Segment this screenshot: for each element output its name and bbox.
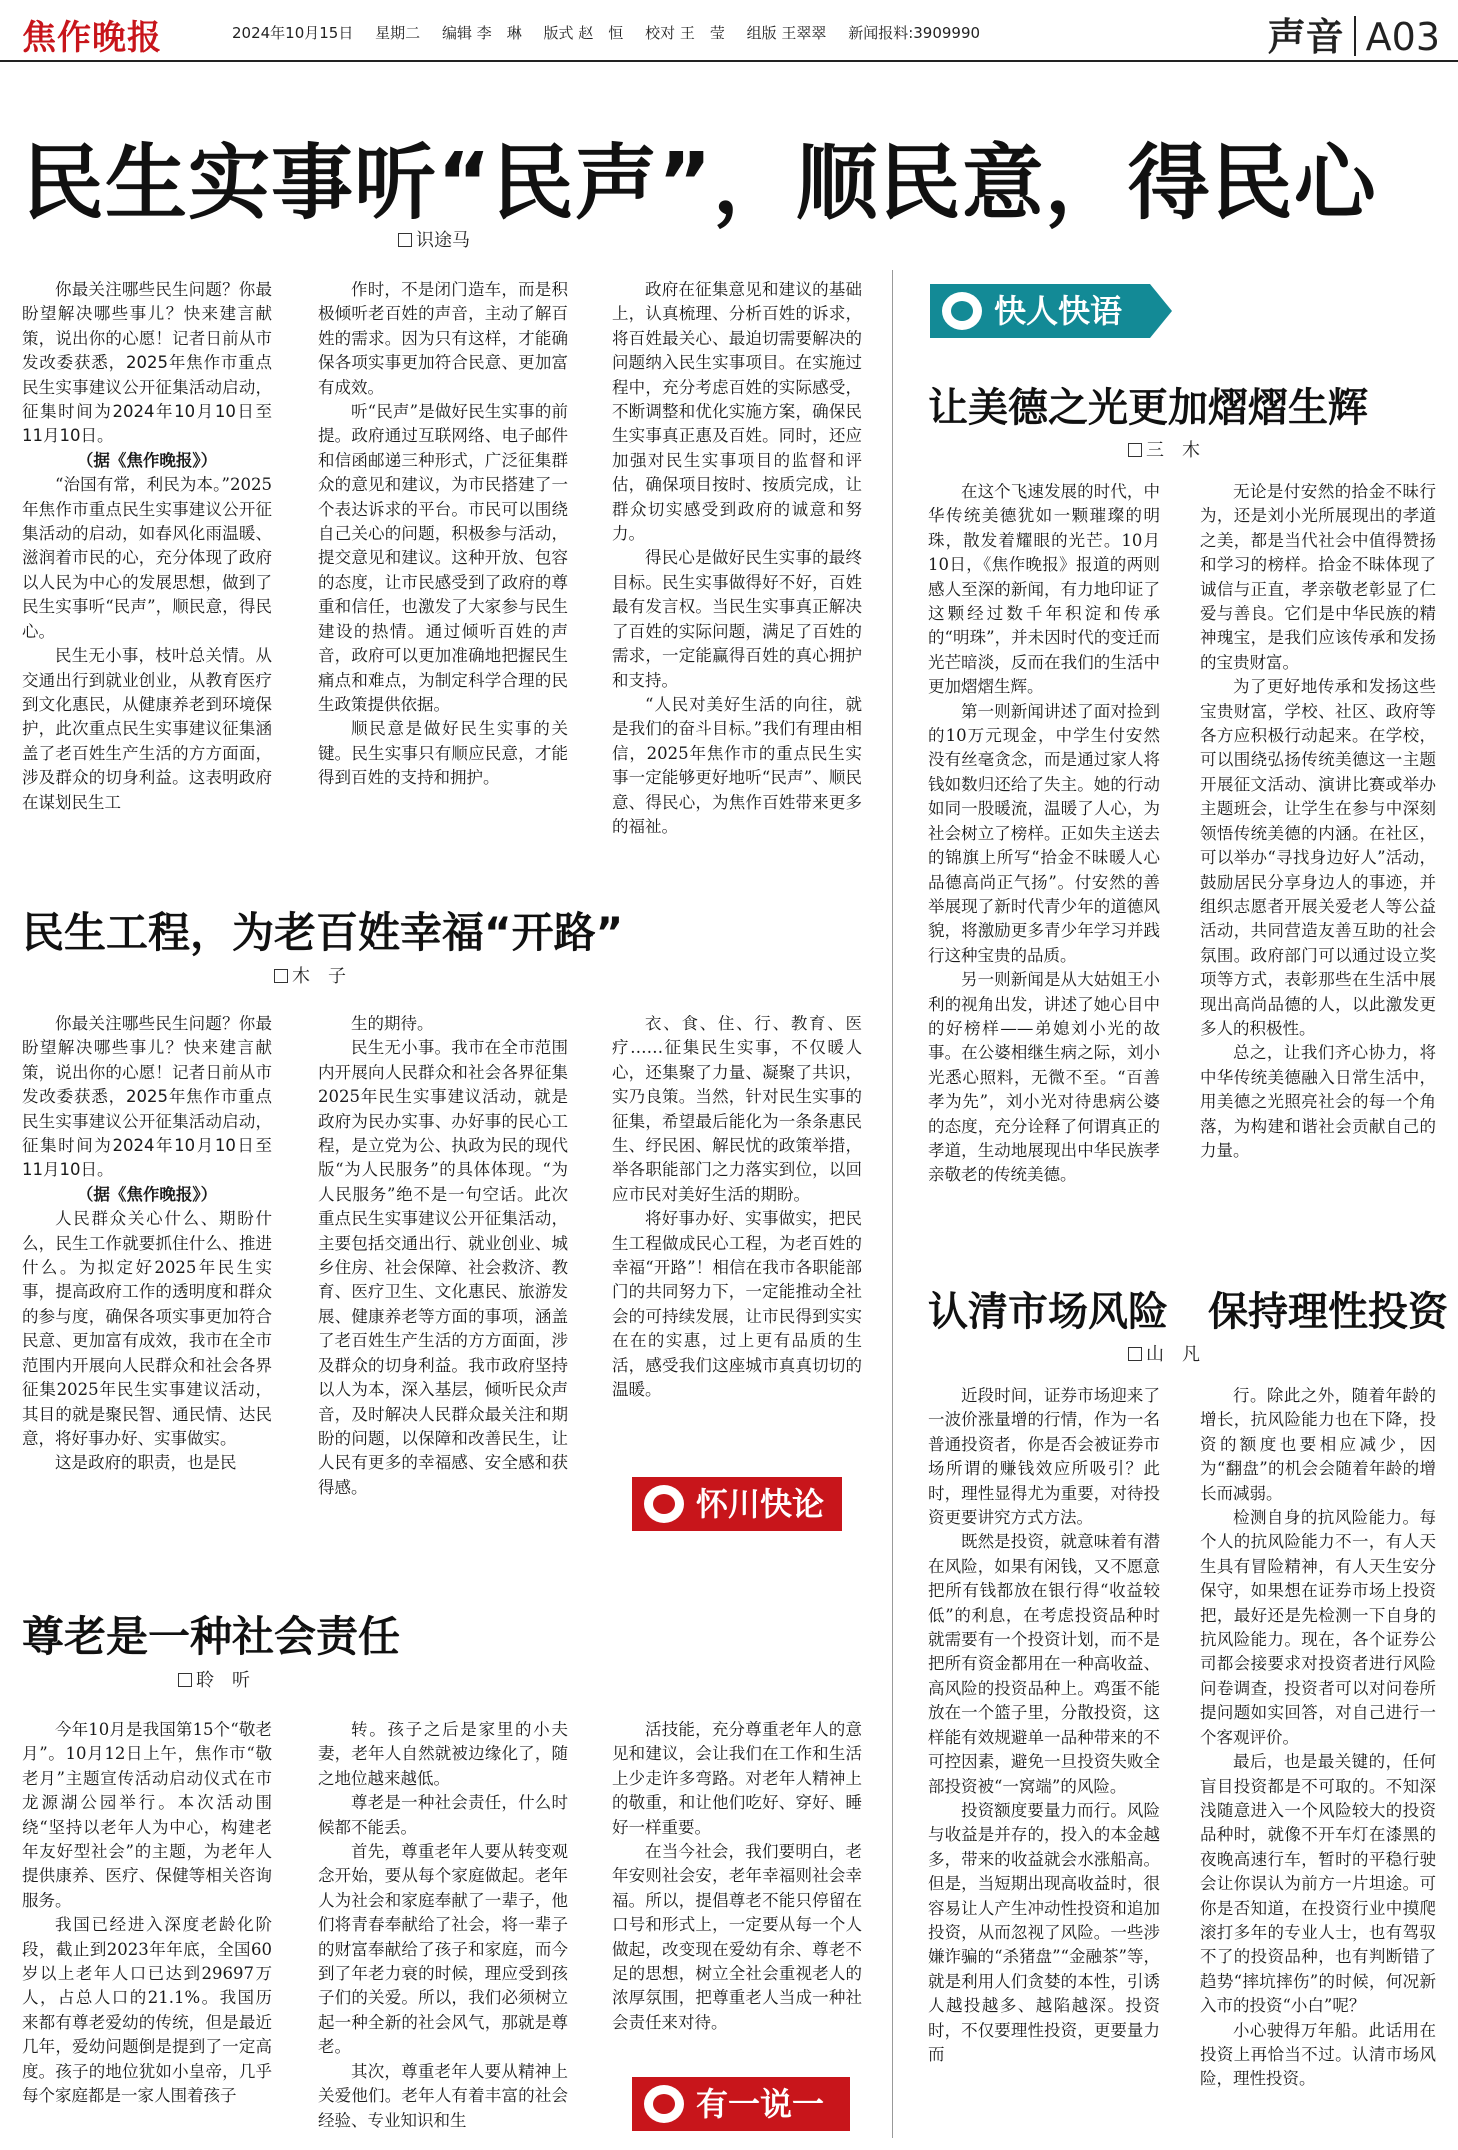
article4-col-1	[928, 480, 1177, 1240]
article2-byline-text: 木 子	[292, 966, 346, 987]
kuairen-banner	[930, 284, 1150, 338]
body-paragraph: 听“民声”是做好民生实事的前提。政府通过互联网络、电子邮件和信函邮递三种形式，广泛征集群众的意见和建议，为市民搭建了一个表达诉求的平台。市民可以围绕自己关心的问题，积极参与活动，提交意见和建议。这种开放、包容的态度，让市民感受到了政府的尊重和信任，也激发了大家参与民生建设的热情。通过倾听百姓的声音，政府可以更加准确地把握民生痛点和难点，为制定科学合理的民生政策提供依据。	[318, 402, 568, 714]
byline-box-icon	[1128, 1347, 1142, 1361]
group-credit: 组版 王翠翠	[746, 24, 827, 42]
article2-byline	[274, 962, 346, 988]
source-credit: （据《焦作晚报》）	[76, 450, 218, 470]
article2-col-3	[612, 1012, 862, 1432]
body-paragraph: 行。除此之外，随着年龄的增长，抗风险能力也在下降，投资的额度也要相应减少，因为“翻盘”的机会会随着年龄的增长而减弱。	[1200, 1386, 1436, 1503]
body-paragraph: 生的期待。	[351, 1014, 434, 1033]
huaichuan-banner	[632, 1477, 842, 1531]
banner-tip	[1150, 284, 1172, 338]
section-divider	[1354, 16, 1356, 56]
page-number: A03	[1365, 15, 1440, 59]
article3-col-1	[22, 1718, 272, 2138]
article3-title: 尊老是一种社会责任	[22, 1612, 401, 1661]
article3-byline	[178, 1666, 250, 1692]
article2-col-2	[318, 1012, 568, 1572]
youyishuo-label: 有一说一	[696, 2085, 825, 2123]
body-paragraph: 小心驶得万年船。此话用在投资上再恰当不过。认清市场风险，理性投资。	[1200, 2020, 1436, 2089]
body-paragraph: 人民群众关心什么、期盼什么，民生工作就要抓住什么、推进什么。为拟定好2025年民生实事，提高政府工作的透明度和群众的参与度，确保各项实事更加符合民意、更加富有成效，我市在全市范围内开展向人民群众和社会各界征集2025年民生实事建议活动，其目的就是聚民智、通民情、达民意，将好事办好、实事做实。	[22, 1209, 272, 1448]
lead-paragraph: 你最关注哪些民生问题？你最盼望解决哪些事儿？快来建言献策，说出你的心愿！记者日前从市发改委获悉，2025年焦作市重点民生实事建议公开征集活动启动，征集时间为2024年10月10日至11月10日。	[22, 280, 272, 446]
speech-icon	[644, 2085, 684, 2123]
body-paragraph: 在当今社会，我们要明白，老年安则社会安，老年幸福则社会幸福。所以，提倡尊老不能只停留在口号和形式上，一定要从每一个人做起，改变现在爱幼有余、尊老不足的思想，树立全社会重视老人的浓厚氛围，把尊重老人当成一种社会责任来对待。	[612, 1842, 862, 2032]
body-paragraph: 为了更好地传承和发扬这些宝贵财富，学校、社区、政府等各方应积极行动起来。在学校，可以围绕弘扬传统美德这一主题开展征文活动、演讲比赛或举办主题班会，让学生在参与中深刻领悟传统美德的内涵。在社区，可以举办“寻找身边好人”活动，鼓励居民分享身边人的事迹，并组织志愿者开展关爱老人等公益活动，共同营造友善互助的社会氛围。政府部门可以通过设立奖项等方式，表彰那些在生活中展现出高尚品德的人，以此激发更多人的积极性。	[1200, 677, 1436, 1038]
body-paragraph: 最后，也是最关键的，任何盲目投资都是不可取的。不知深浅随意进入一个风险较大的投资品种时，就像不开车灯在漆黑的夜晚高速行车，暂时的平稳行驶会让你误认为前方一片坦途。可你是否知道，在投资行业中摸爬滚打多年的专业人士，也有驾驭不了的投资品种，也有判断错了趋势“摔坑摔伤”的时候，何况新入市的投资“小白”呢？	[1200, 1752, 1436, 2016]
body-paragraph: 投资额度要量力而行。风险与收益是并存的，投入的本金越多，带来的收益就会水涨船高。但是，当短期出现高收益时，很容易让人产生冲动性投资和追加投资，从而忽视了风险。一些涉嫌诈骗的“杀猪盘”“金融茶”等，就是利用人们贪婪的本性，引诱人越投越多、越陷越深。投资时，不仅要理性投资，更要量力而	[928, 1800, 1160, 2064]
body-paragraph: 民生无小事。我市在全市范围内开展向人民群众和社会各界征集2025年民生实事建议活动，就是政府为民办实事、办好事的民心工程，是立党为公、执政为民的现代版“为人民服务”的具体体现。“为人民服务”绝不是一句空话。此次重点民生实事建议公开征集活动，主要包括交通出行、就业创业、城乡住房、社会保障、社会救济、教育、医疗卫生、文化惠民、旅游发展、健康养老等方面的事项，涵盖了老百姓生产生活的方方面面，涉及群众的切身利益。我市政府坚持以人为本，深入基层，倾听民众声音，及时解决人民群众最关注和期盼的问题，以保障和改善民生，让人民有更多的幸福感、安全感和获得感。	[318, 1038, 568, 1497]
body-paragraph: 将好事办好、实事做实，把民生工程做成民心工程，为老百姓的幸福“开路”！相信在我市各职能部门的共同努力下，一定能推动全社会的可持续发展，让市民得到实实在在的实惠，过上更有品质的生活，感受我们这座城市真真切切的温暖。	[612, 1209, 862, 1400]
article5-title: 认清市场风险 保持理性投资	[928, 1289, 1448, 1335]
youyishuo-banner	[632, 2077, 850, 2131]
body-paragraph: 第一则新闻讲述了面对捡到的10万元现金，中学生付安然没有丝毫贪念，而是通过家人将钱如数归还给了失主。她的行动如同一股暖流，温暖了人心，为社会树立了榜样。正如失主送去的锦旗上所写“拾金不昧暖人心 品德高尚正气扬”。付安然的善举展现了新时代青少年的道德风貌，将激励更多青少年学习并践行这种宝贵的品质。	[928, 701, 1177, 965]
article2-col-1	[22, 1012, 272, 1572]
article3-col-2	[318, 1718, 568, 2138]
megaphone-icon	[942, 292, 982, 330]
body-paragraph: 总之，让我们齐心协力，将中华传统美德融入日常生活中，用美德之光照亮社会的每一个角落，为构建和谐社会贡献自己的力量。	[1200, 1043, 1436, 1160]
body-paragraph: 活技能，充分尊重老年人的意见和建议，会让我们在工作和生活上少走许多弯路。对老年人精神上的敬重，和让他们吃好、穿好、睡好一样重要。	[612, 1720, 862, 1837]
source-credit: （据《焦作晚报》）	[76, 1184, 218, 1204]
byline-box-icon	[398, 233, 412, 247]
body-paragraph: 检测自身的抗风险能力。每个人的抗风险能力不一，有人天生具有冒险精神，有人天生安分保守，如果想在证券市场上投资把，最好还是先检测一下自身的抗风险能力。现在，各个证券公司都会接要求对投资者进行风险问卷调查，投资者可以对问卷所提问题如实回答，对自己进行一个客观评价。	[1200, 1508, 1436, 1747]
body-paragraph: 其次，尊重老年人要从精神上关爱他们。老年人有着丰富的社会经验、专业知识和生	[318, 2061, 568, 2130]
article5-byline	[1128, 1340, 1200, 1366]
editor-credit: 编辑 李 琳	[441, 24, 522, 42]
main-col-1	[22, 278, 272, 838]
lead-paragraph: 你最关注哪些民生问题？你最盼望解决哪些事儿？快来建言献策，说出你的心愿！记者日前从市发改委获悉，2025年焦作市重点民生实事建议公开征集活动启动，征集时间为2024年10月10日至11月10日。	[22, 1014, 272, 1180]
proof-credit: 校对 王 莹	[645, 24, 725, 42]
body-paragraph: 首先，尊重老年人要从转变观念开始，要从每个家庭做起。老年人为社会和家庭奉献了一辈子，他们将青春奉献给了社会，将一辈子的财富奉献给了孩子和家庭，而今到了年老力衰的时候，理应受到孩子们的关爱。所以，我们必须树立起一种全新的社会风气，那就是尊老。	[318, 1842, 568, 2057]
article4-byline-text: 三 木	[1146, 440, 1200, 461]
news-hotline: 新闻报料:3909990	[848, 24, 981, 42]
huaichuan-label: 怀川快论	[696, 1485, 825, 1523]
masthead	[0, 0, 1458, 62]
body-paragraph: 得民心是做好民生实事的最终目标。民生实事做得好不好，百姓最有发言权。当民生实事真正解决了百姓的实际问题，满足了百姓的需求，一定能赢得百姓的真心拥护和支持。	[612, 548, 862, 690]
article2-title: 民生工程，为老百姓幸福“开路”	[22, 908, 624, 957]
body-paragraph: 今年10月是我国第15个“敬老月”。10月12日上午，焦作市“敬老月”主题宣传活动启动仪式在市龙源湖公园举行。本次活动围绕“坚持以老年人为中心，构建老年友好型社会”的主题，为老年人提供康养、医疗、保健等相关咨询服务。	[22, 1720, 272, 1910]
body-paragraph: 另一则新闻是从大姑姐王小利的视角出发，讲述了她心目中的好榜样——弟媳刘小光的故事。在公婆相继生病之际，刘小光悉心照料，无微不至。“百善孝为先”，刘小光对待患病公婆的态度，充分诠释了何谓真正的孝道，生动地展现出中华民族孝亲敬老的传统美德。	[928, 970, 1160, 1185]
column-divider	[892, 270, 893, 2138]
body-paragraph: 转。孩子之后是家里的小夫妻，老年人自然就被边缘化了，随之地位越来越低。	[318, 1720, 568, 1788]
layout-credit: 版式 赵 恒	[543, 24, 624, 42]
body-paragraph: 政府在征集意见和建议的基础上，认真梳理、分析百姓的诉求，将百姓最关心、最迫切需要解决的问题纳入民生实事项目。在实施过程中，充分考虑百姓的实际感受，不断调整和优化实施方案，确保民生实事真正惠及百姓。同时，还应加强对民生实事项目的监督和评估，确保项目按时、按质完成，让群众切实感受到政府的诚意和努力。	[612, 280, 862, 544]
main-col-2	[318, 278, 568, 838]
body-paragraph: 尊老是一种社会责任，什么时候都不能丢。	[318, 1793, 568, 1837]
main-headline: 民生实事听“民声”，顺民意，得民心	[22, 136, 1377, 231]
body-paragraph: 在这个飞速发展的时代，中华传统美德犹如一颗璀璨的明珠，散发着耀眼的光芒。10月10日，《焦作晚报》报道的两则感人至深的新闻，有力地印证了这颗经过数千年积淀和传承的“明珠”，并未因时代的变迁而光芒暗淡，反而在我们的生活中更加熠熠生辉。	[928, 482, 1160, 697]
issue-date: 2024年10月15日	[232, 24, 354, 42]
article4-col-2	[1200, 480, 1436, 1240]
body-paragraph: 我国已经进入深度老龄化阶段，截止到2023年年底，全国60岁以上老年人口已达到29697万人，占总人口的21.1%。我国历来都有尊老爱幼的传统，但是最近几年，爱幼问题倒是提到了一定高度。孩子的地位犹如小皇帝，几乎每个家庭都是一家人围着孩子	[22, 1915, 272, 2106]
article4-title: 让美德之光更加熠熠生辉	[928, 385, 1368, 431]
main-byline-text: 识途马	[416, 230, 470, 251]
body-paragraph: 这是政府的职责，也是民	[55, 1453, 237, 1473]
body-paragraph: 作时，不是闭门造车，而是积极倾听老百姓的声音，主动了解百姓的需求。因为只有这样，才能确保各项实事更加符合民意、更加富有成效。	[318, 280, 568, 397]
byline-box-icon	[1128, 443, 1142, 457]
body-paragraph: 无论是付安然的拾金不昧行为，还是刘小光所展现出的孝道之美，都是当代社会中值得赞扬和学习的榜样。拾金不昧体现了诚信与正直，孝亲敬老彰显了仁爱与善良。它们是中华民族的精神瑰宝，是我们应该传承和发扬的宝贵财富。	[1200, 482, 1436, 672]
issue-info	[232, 22, 997, 43]
main-byline	[398, 226, 470, 252]
section-label	[1268, 6, 1440, 61]
article5-col-2	[1200, 1384, 1436, 2140]
main-col-3	[612, 278, 862, 838]
article3-byline-text: 聆 听	[196, 1670, 250, 1691]
issue-weekday: 星期二	[375, 24, 421, 42]
body-paragraph: “治国有常，利民为本。”2025年焦作市重点民生实事建议公开征集活动的启动，如春风化雨温暖、滋润着市民的心，充分体现了政府以人民为中心的发展思想，做到了民生实事听“民声”，顺民意，得民心。	[22, 475, 272, 641]
body-paragraph: 民生无小事，枝叶总关情。从交通出行到就业创业，从教育医疗到文化惠民，从健康养老到环境保护，此次重点民生实事建议征集涵盖了老百姓生产生活的方方面面，涉及群众的切身利益。这表明政府在谋划民生工	[22, 646, 272, 812]
body-paragraph: “人民对美好生活的向往，就是我们的奋斗目标。”我们有理由相信，2025年焦作市的重点民生实事一定能够更好地听“民声”、顺民意、得民心，为焦作百姓带来更多的福祉。	[612, 694, 862, 836]
body-paragraph: 衣、食、住、行、教育、医疗……征集民生实事，不仅暖人心，还集聚了力量、凝聚了共识，实乃良策。当然，针对民生实事的征集，希望最后能化为一条条惠民生、纾民困、解民忧的政策举措，举各职能部门之力落实到位，以回应市民对美好生活的期盼。	[612, 1014, 862, 1204]
body-paragraph: 顺民意是做好民生实事的关键。民生实事只有顺应民意，才能得到百姓的支持和拥护。	[318, 719, 568, 788]
byline-box-icon	[274, 969, 288, 983]
kuairen-label: 快人快语	[994, 292, 1123, 330]
article4-byline	[1128, 436, 1200, 462]
newspaper-logo: 焦作晚报	[22, 18, 162, 58]
comment-bubble-icon	[644, 1485, 684, 1523]
article5-col-1	[928, 1384, 1160, 2140]
section-name: 声音	[1267, 15, 1344, 59]
article3-col-3	[612, 1718, 862, 2048]
body-paragraph: 近段时间，证券市场迎来了一波价涨量增的行情，作为一名普通投资者，你是否会被证券市场所谓的赚钱效应所吸引？此时，理性显得尤为重要，对待投资更要讲究方式方法。	[928, 1386, 1160, 1528]
article5-byline-text: 山 凡	[1146, 1344, 1200, 1365]
byline-box-icon	[178, 1673, 192, 1687]
body-paragraph: 既然是投资，就意味着有潜在风险，如果有闲钱，又不愿意把所有钱都放在银行得“收益较低”的利息，在考虑投资品种时就需要有一个投资计划，而不是把所有资金都用在一种高收益、高风险的投资品种上。鸡蛋不能放在一个篮子里，分散投资，这样能有效规避单一品种带来的不可控因素，避免一旦投资失败全部投资被“一窝端”的风险。	[928, 1532, 1160, 1796]
